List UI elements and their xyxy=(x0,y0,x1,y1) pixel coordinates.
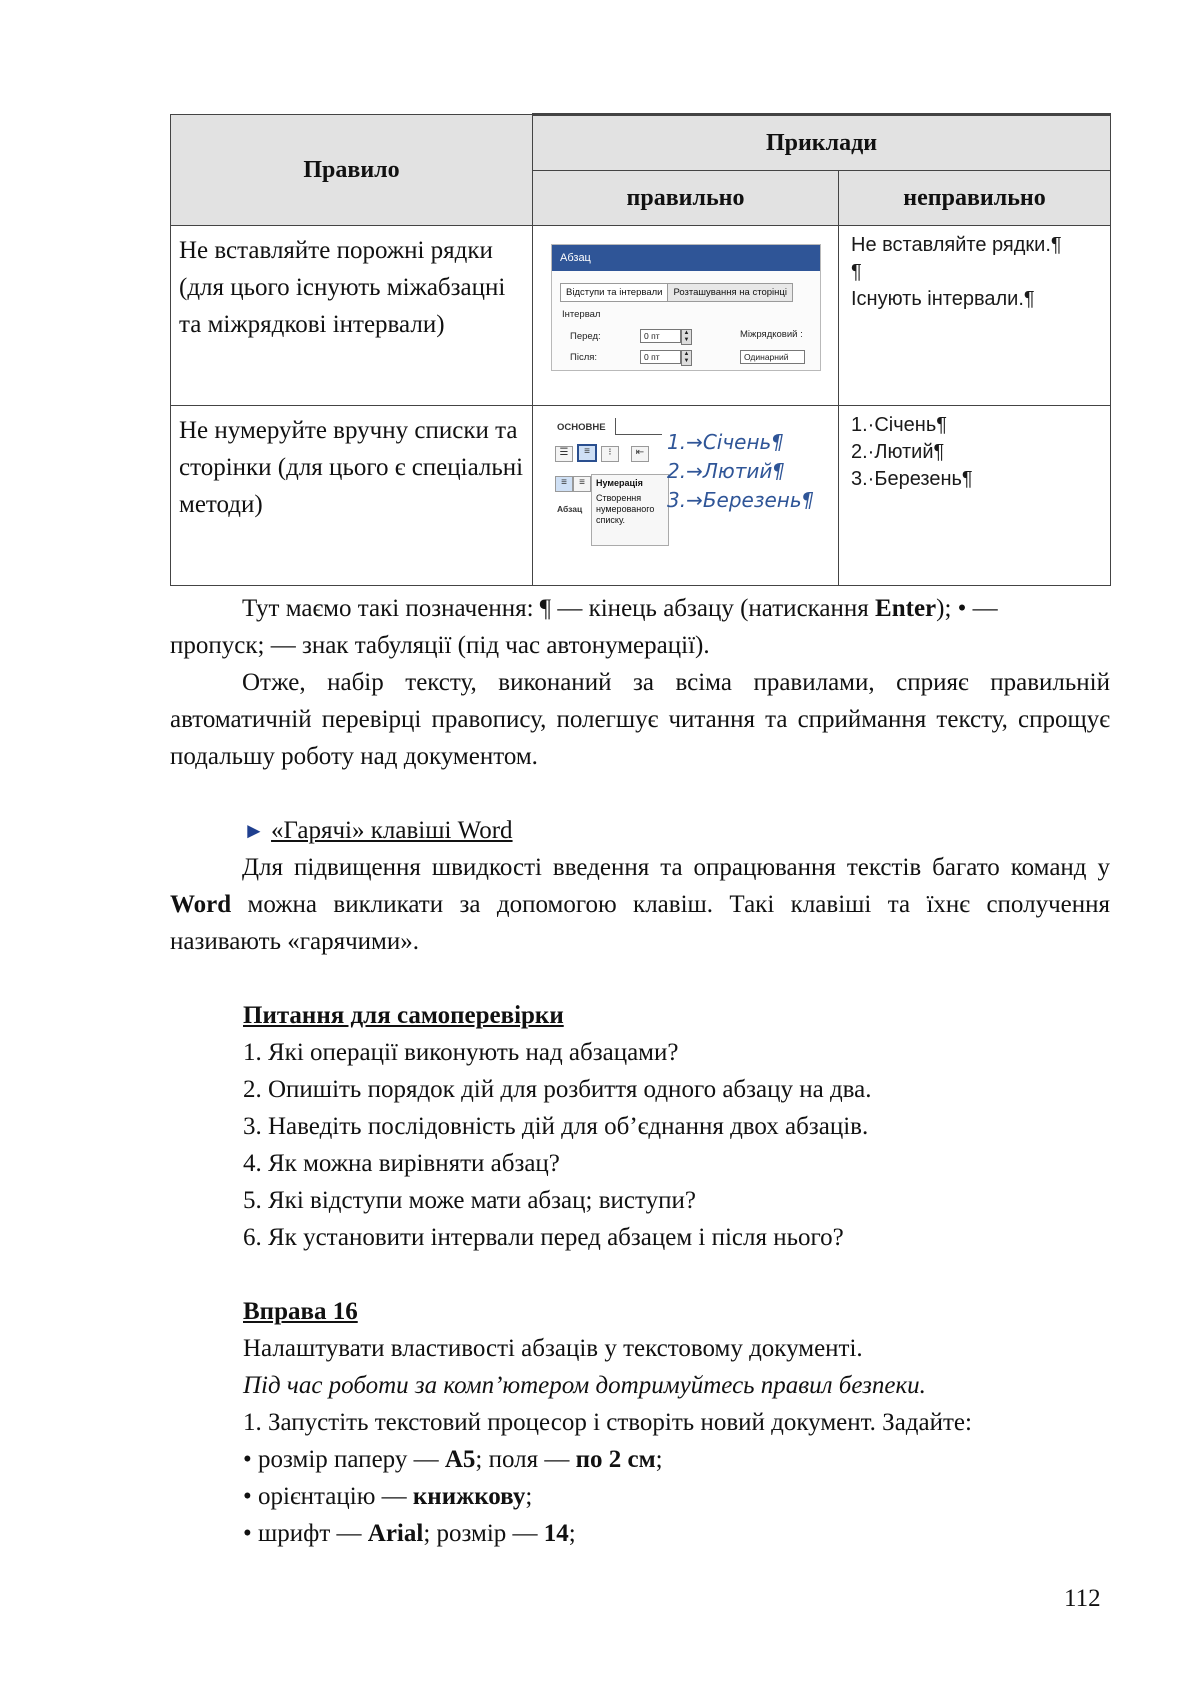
bullet-text: • орієнтацію — xyxy=(243,1483,413,1510)
line-spacing-value: Одинарний xyxy=(740,350,805,364)
arrow-icon: ► xyxy=(243,818,265,843)
ribbon-group-label: ОСНОВНЕ xyxy=(557,422,606,433)
correct-example-cell xyxy=(533,226,839,406)
tooltip-title: Нумерація xyxy=(596,478,643,488)
question-item: 6. Як установити інтервали перед абзацем і після нього? xyxy=(243,1224,844,1251)
ribbon-divider xyxy=(615,418,662,435)
font-value: Arial xyxy=(367,1520,424,1547)
exercise-bullet xyxy=(243,1441,663,1478)
incorrect-example-cell xyxy=(839,406,1111,586)
spin-arrows-icon: ▲ ▼ xyxy=(681,350,692,366)
question-item: 3. Наведіть послідовність дій для об’єднання двох абзаців. xyxy=(243,1113,869,1140)
incorrect-example-text xyxy=(839,226,1110,319)
word-name: Word xyxy=(170,891,232,918)
numbering-icon: ≡ xyxy=(577,444,597,462)
tooltip-text: Створення нумерованого списку. xyxy=(596,493,655,525)
numbered-list-example xyxy=(667,428,814,515)
notation-paragraph xyxy=(170,590,1110,627)
bullet-text: ; xyxy=(568,1520,576,1547)
page-number: 112 xyxy=(1064,1585,1101,1612)
incorrect-line: 3.·Березень¶ xyxy=(851,468,973,490)
exercise-bullet xyxy=(243,1515,576,1552)
exercise-task: Налаштувати властивості абзаців у текстовому документі. xyxy=(243,1335,863,1362)
after-row xyxy=(570,350,692,366)
notation-text-end: ); • — xyxy=(936,595,998,622)
header-correct: правильно xyxy=(533,171,839,226)
hotkeys-heading xyxy=(243,812,513,849)
bullets-icon: ☰ xyxy=(555,446,573,462)
after-value: 0 пт xyxy=(640,350,681,364)
incorrect-line: 1.·Січень¶ xyxy=(851,414,947,436)
exercise-bullet xyxy=(243,1478,532,1515)
hotkeys-text-end: можна викликати за допомогою клавіш. Такі клавіші та їхнє сполучення називають «гарячими». xyxy=(170,891,1110,955)
paper-size-value: A5 xyxy=(444,1446,476,1473)
paragraph-group-label: Абзац xyxy=(557,504,583,514)
align-left-icon: ≡ xyxy=(555,476,573,492)
incorrect-example-text xyxy=(839,406,1110,499)
list-item: 2.→Лютий¶ xyxy=(667,459,786,483)
enter-key: Enter xyxy=(875,595,937,622)
hotkeys-text: Для підвищення швидкості введення та опрацювання текстів багато команд у xyxy=(242,854,1110,881)
rules-table xyxy=(170,113,1111,586)
before-row xyxy=(570,329,692,345)
table-row xyxy=(171,226,1111,406)
multilevel-icon: ⁝ xyxy=(601,446,619,462)
notation-text: Тут маємо такі позначення: ¶ — кінець абзацу (натискання xyxy=(242,595,876,622)
bullet-text: • шрифт — xyxy=(243,1520,368,1547)
line-spacing-label: Міжрядковий : xyxy=(740,329,803,340)
header-incorrect: неправильно xyxy=(839,171,1111,226)
before-value: 0 пт xyxy=(640,329,681,343)
dialog-title: Абзац xyxy=(552,245,820,271)
incorrect-line: Існують інтервали.¶ xyxy=(851,288,1035,310)
table-row xyxy=(171,406,1111,586)
questions-heading: Питання для самоперевірки xyxy=(243,1002,564,1029)
hotkeys-title: «Гарячі» клавіші Word xyxy=(271,817,513,844)
exercise-step: 1. Запустіть текстовий процесор і створіть новий документ. Задайте: xyxy=(243,1409,972,1436)
tab-page-position: Розташування на сторінці xyxy=(667,283,793,302)
summary-paragraph: Отже, набір тексту, виконаний за всіма правилами, сприяє правильній автоматичній перевірці правопису, полегшує читання та сприймання тексту, спрощує подальшу роботу над документом. xyxy=(170,669,1110,770)
before-label: Перед: xyxy=(570,331,601,342)
hotkeys-paragraph xyxy=(170,849,1110,960)
incorrect-line: ¶ xyxy=(851,261,862,283)
notation-line-2: пропуск; — знак табуляції (під час автонумерації). xyxy=(170,632,710,659)
bullet-text: ; розмір — xyxy=(423,1520,544,1547)
correct-example-cell xyxy=(533,406,839,586)
bullet-text: ; xyxy=(655,1446,663,1473)
safety-note: Під час роботи за комп’ютером дотримуйтесь правил безпеки. xyxy=(243,1372,926,1399)
header-examples: Приклади xyxy=(533,115,1111,171)
line-spacing-row xyxy=(740,350,805,364)
decrease-indent-icon: ⇤ xyxy=(631,446,649,462)
list-item: 3.→Березень¶ xyxy=(667,488,815,512)
numbering-screenshot xyxy=(533,406,838,566)
font-size-value: 14 xyxy=(543,1520,569,1547)
tab-indents-spacing: Відступи та інтервали xyxy=(560,283,668,302)
incorrect-line: Не вставляйте рядки.¶ xyxy=(851,234,1062,256)
dialog-tabs xyxy=(560,283,792,302)
numbering-tooltip xyxy=(591,474,669,546)
orientation-value: книжкову xyxy=(412,1483,526,1510)
question-item: 2. Опишіть порядок дій для розбиття одного абзацу на два. xyxy=(243,1076,872,1103)
header-rule: Правило xyxy=(171,115,533,226)
spacing-group-label: Інтервал xyxy=(562,309,601,320)
bullet-text: • розмір паперу — xyxy=(243,1446,445,1473)
list-item: 1.→Січень¶ xyxy=(667,430,785,454)
rule-text: Не вставляйте порожні рядки (для цього існують міжабзацні та міжрядкові інтервали) xyxy=(171,226,533,406)
incorrect-example-cell xyxy=(839,226,1111,406)
question-item: 5. Які відступи може мати абзац; виступи? xyxy=(243,1187,696,1214)
exercise-heading: Вправа 16 xyxy=(243,1298,358,1325)
question-item: 1. Які операції виконують над абзацами? xyxy=(243,1039,679,1066)
incorrect-line: 2.·Лютий¶ xyxy=(851,441,945,463)
question-item: 4. Як можна вирівняти абзац? xyxy=(243,1150,560,1177)
paragraph-dialog-screenshot xyxy=(533,226,838,386)
paragraph-dialog xyxy=(551,244,821,371)
bullet-text: ; xyxy=(525,1483,533,1510)
align-center-icon: ≡ xyxy=(573,476,591,492)
after-label: Після: xyxy=(570,352,598,363)
ribbon-fragment xyxy=(551,418,661,543)
rule-text: Не нумеруйте вручну списки та сторінки (для цього є спеціальні методи) xyxy=(171,406,533,586)
margins-value: по 2 см xyxy=(575,1446,656,1473)
bullet-text: ; поля — xyxy=(475,1446,576,1473)
spin-arrows-icon: ▲ ▼ xyxy=(681,329,692,345)
